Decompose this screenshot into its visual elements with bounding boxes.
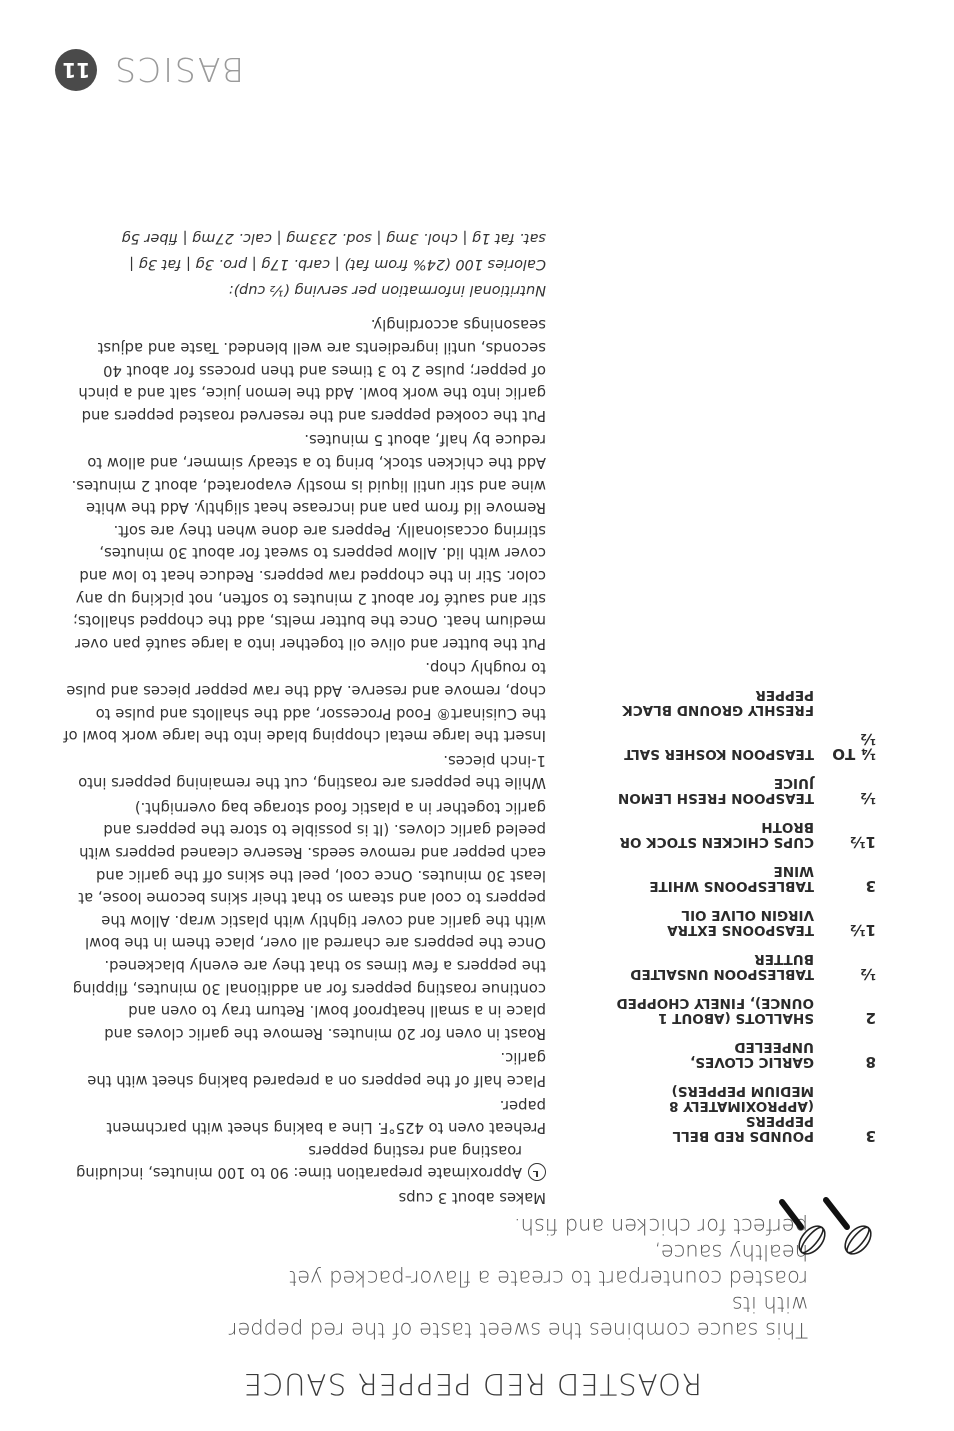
prep-time: [62, 1138, 546, 1183]
ingredient-name: SHALLOTS (ABOUT 1 OUNCE), FINELY CHOPPED: [616, 995, 814, 1026]
ingredient-name: TEASPOON KOSHER SALT: [624, 746, 814, 762]
ingredient-qty: ¼ TO ½: [832, 730, 876, 763]
whisk-icon: [778, 1178, 878, 1258]
ingredient-item: [596, 863, 876, 893]
nutrition-info: [62, 225, 546, 303]
ingredient-qty: 3: [865, 877, 876, 895]
ingredient-qty: 3: [865, 1127, 876, 1145]
ingredient-qty: 1½: [850, 921, 876, 939]
nutrition-line: sat. fat 1g | chol. 3mg | sod. 233mg | calc. 27mg | fiber 5g: [121, 229, 546, 246]
ingredient-item: [596, 951, 876, 981]
recipe-method: [62, 225, 546, 1208]
intro-line: perfect for chicken and fish.: [513, 1214, 808, 1238]
method-step: While the peppers are roasting, cut the remaining peppers into 1-inch pieces.: [78, 751, 546, 792]
prep-time-text: Approximate preparation time: 90 to 100 minutes, including roasting and resting peppers: [76, 1141, 522, 1182]
ingredient-name: TEASPOON FRESH LEMON JUICE: [617, 775, 814, 806]
method-step: Put the butter and olive oil together into a large sauté pan over medium heat. Once the butter melts, add the chopped shallots; stir and sauté for about 2 minutes to soften, not picking up any color. Stir in the chopped raw peppers. Reduce heat to low and cover with lid. Allow peppers to sweat for about 30 minutes, stirring occasionally. Peppers are done when they are soft. Remove lid from pan and increase heat slightly. Add the white wine and stir until liquid is mostly evaporated, about 2 minutes. Add the chicken stock, bring to a steady simmer, and allow to reduce by half, about 5 minutes.: [71, 431, 546, 652]
intro-line: This sauce combines the sweet taste of the red pepper with its: [228, 1292, 808, 1342]
ingredient-qty: 1½: [850, 833, 876, 851]
clock-icon: [528, 1163, 546, 1181]
ingredient-list: [596, 673, 876, 1143]
ingredient-qty: ½: [860, 965, 876, 983]
ingredient-name: TABLESPOONS WHITE WINE: [649, 863, 814, 894]
ingredient-qty: 8: [865, 1053, 876, 1071]
ingredient-name: GARLIC CLOVES, UNPEELED: [690, 1039, 814, 1070]
method-step: Insert the large metal chopping blade into the large work bowl of the Cuisinart® Food Processor, add the shallots and pulse to chop, remove and reserve. Add the raw pepper pieces and pulse to roughly chop.: [63, 659, 546, 745]
nutrition-line: Calories 100 (24% from fat) | carb. 17g | pro. 3g | fat 3g |: [129, 255, 546, 272]
ingredient-item: [596, 1083, 876, 1143]
ingredient-name: TEASPOONS EXTRA VIRGIN OLIVE OIL: [667, 907, 814, 938]
yield-text: Makes about 3 cups: [398, 1189, 546, 1206]
page-number: 11: [55, 49, 97, 91]
ingredient-item: [596, 819, 876, 849]
section-title: BASICS: [113, 50, 244, 90]
ingredient-item: [596, 731, 876, 761]
ingredient-item: [596, 775, 876, 805]
ingredient-qty: 2: [865, 1009, 876, 1027]
nutrition-heading: Nutritional information per serving (½ cup):: [228, 281, 546, 298]
method-step: Roast in oven for 20 minutes. Remove the garlic cloves and place in a small heatproof bowl. Return tray to oven and continue roasting peppers for an additional 30 minutes, flipping the peppers a few times so that they are evenly blackened. Once the peppers are charred all over, place them in the bowl with the garlic and cover tightly with plastic wrap. Allow the peppers to cool and steam so that their skins become loose, at least 30 minutes. Once cool, peel the skins off the garlic and each pepper and remove seeds. Reserve cleaned peppers with peeled garlic cloves. (It is possible to store the peppers and garlic together in a plastic food storage bag overnight.): [72, 798, 546, 1042]
page-footer: [55, 47, 244, 93]
ingredient-item: [596, 687, 876, 717]
method-step: Preheat oven to 425°F. Line a baking sheet with parchment paper.: [106, 1096, 546, 1137]
ingredient-item: [596, 1039, 876, 1069]
method-step: Place half of the peppers on a prepared baking sheet with the garlic.: [87, 1049, 546, 1090]
recipe-title: ROASTED RED PEPPER SAUCE: [242, 1367, 702, 1401]
ingredient-item: [596, 995, 876, 1025]
intro-line: roasted counterpart to create a flavor-packed yet healthy sauce,: [288, 1240, 808, 1290]
ingredient-name: POUNDS RED BELL PEPPERS (APPROXIMATELY 8 MEDIUM PEPPERS): [669, 1083, 814, 1144]
ingredient-name: TABLESPOON UNSALTED BUTTER: [630, 951, 814, 982]
ingredient-qty: ½: [860, 789, 876, 807]
recipe-intro: [208, 1213, 808, 1343]
ingredient-item: [596, 907, 876, 937]
ingredient-qty: [814, 687, 876, 717]
method-step: Put the cooked peppers and the reserved roasted peppers and garlic into the work bowl. Add the lemon juice, salt and a pinch of pepper; pulse 2 to 3 times and then process for about 40 seconds, until ingredients are well blended. Taste and adjust seasonings accordingly.: [78, 316, 546, 424]
ingredient-name: FRESHLY GROUND BLACK PEPPER: [622, 687, 814, 718]
ingredient-name: CUPS CHICKEN STOCK OR BROTH: [619, 819, 814, 850]
